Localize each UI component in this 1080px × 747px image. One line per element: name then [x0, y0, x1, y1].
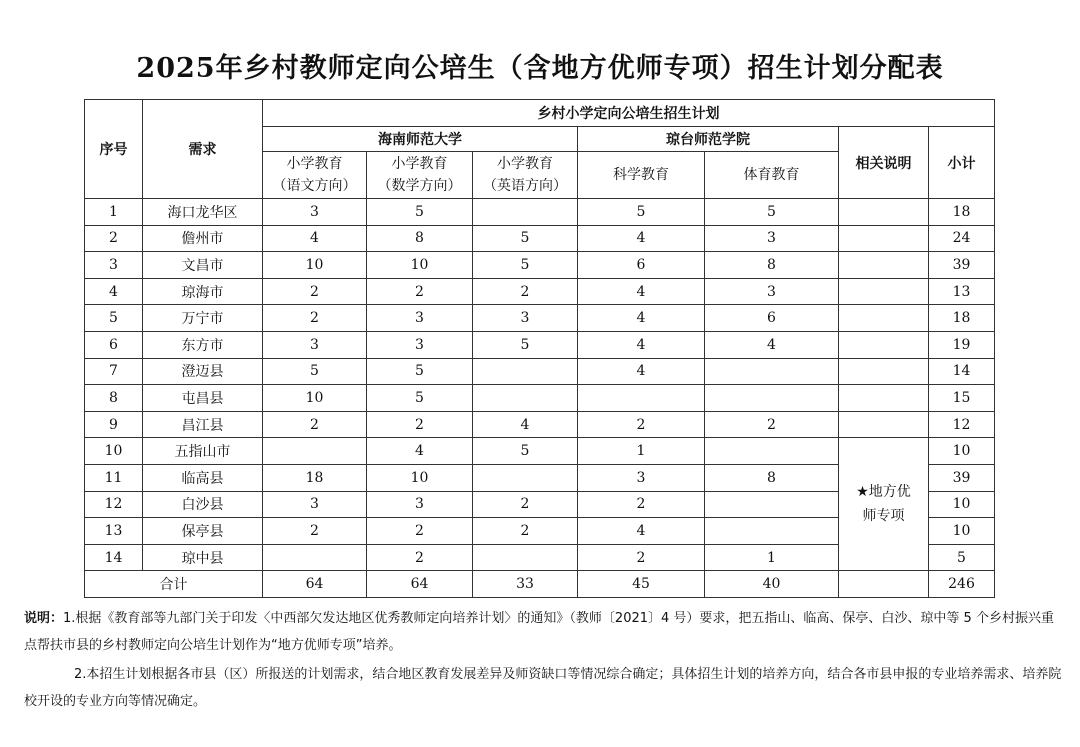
note-paragraph-1: 说明：1.根据《教育部等九部门关于印发〈中西部欠发达地区优秀教师定向培养计划〉的通知》（教师〔2021〕4 号）要求，把五指山、临高、保亭、白沙、琼中等 5 个乡村振兴重点帮扶市县的乡村教师定向公培生计划作为“地方优师专项”培养。	[24, 611, 1054, 653]
cell-value: 2	[263, 278, 367, 305]
cell-value: 4	[578, 305, 705, 332]
cell-value	[705, 438, 839, 465]
cell-value: 8	[705, 464, 839, 491]
cell-value: 4	[263, 225, 367, 252]
table-row	[85, 358, 995, 385]
cell-no: 12	[85, 491, 143, 518]
cell-value: 4	[578, 225, 705, 252]
header-primary-english: 小学教育 （英语方向）	[473, 152, 578, 199]
cell-value: 10	[263, 385, 367, 412]
cell-value: 6	[705, 305, 839, 332]
total-value: 40	[705, 571, 839, 598]
cell-subtotal: 14	[929, 358, 995, 385]
cell-value: 4	[473, 411, 578, 438]
cell-value: 4	[578, 518, 705, 545]
cell-value: 3	[367, 491, 473, 518]
cell-value: 2	[578, 544, 705, 571]
cell-value: 2	[367, 544, 473, 571]
table-row	[85, 278, 995, 305]
cell-no: 5	[85, 305, 143, 332]
cell-value: 5	[367, 199, 473, 226]
cell-value: 5	[367, 385, 473, 412]
header-pe-education: 体育教育	[705, 152, 839, 199]
cell-subtotal: 12	[929, 411, 995, 438]
cell-value	[263, 438, 367, 465]
cell-value: 3	[263, 491, 367, 518]
cell-subtotal: 10	[929, 518, 995, 545]
cell-value: 1	[578, 438, 705, 465]
cell-value: 3	[473, 305, 578, 332]
total-value: 33	[473, 571, 578, 598]
cell-subtotal: 10	[929, 438, 995, 465]
table-row	[85, 225, 995, 252]
cell-subtotal: 15	[929, 385, 995, 412]
notes-lead: 说明：	[24, 611, 64, 626]
cell-no: 11	[85, 464, 143, 491]
header-primary-chinese: 小学教育 （语文方向）	[263, 152, 367, 199]
cell-no: 6	[85, 331, 143, 358]
cell-region: 保亭县	[143, 518, 263, 545]
cell-subtotal: 18	[929, 199, 995, 226]
cell-value	[473, 385, 578, 412]
table-row	[85, 385, 995, 412]
cell-value: 8	[705, 252, 839, 279]
cell-value: 2	[473, 518, 578, 545]
cell-value	[473, 358, 578, 385]
cell-note	[839, 252, 929, 279]
cell-subtotal: 24	[929, 225, 995, 252]
total-row	[85, 571, 995, 598]
cell-subtotal: 10	[929, 491, 995, 518]
cell-value	[473, 199, 578, 226]
cell-subtotal: 13	[929, 278, 995, 305]
total-label: 合计	[85, 571, 263, 598]
cell-value: 2	[367, 411, 473, 438]
cell-value: 2	[473, 278, 578, 305]
cell-value: 10	[263, 252, 367, 279]
cell-no: 9	[85, 411, 143, 438]
cell-region: 琼海市	[143, 278, 263, 305]
cell-value: 4	[705, 331, 839, 358]
cell-special-program-note: ★地方优 师专项	[839, 438, 929, 571]
table-row	[85, 411, 995, 438]
cell-value: 1	[705, 544, 839, 571]
cell-value	[705, 518, 839, 545]
cell-note	[839, 385, 929, 412]
total-value: 45	[578, 571, 705, 598]
header-qiongtai-normal-college: 琼台师范学院	[578, 127, 839, 152]
cell-value: 5	[705, 199, 839, 226]
note-paragraph-2: 2.本招生计划根据各市县（区）所报送的计划需求，结合地区教育发展差异及师资缺口等情况综合确定；具体招生计划的培养方向，结合各市县申报的专业培养需求、培养院校开设的专业方向等情况确定。	[24, 667, 1062, 709]
cell-value	[473, 544, 578, 571]
cell-note	[839, 278, 929, 305]
cell-subtotal: 39	[929, 464, 995, 491]
cell-value: 2	[367, 278, 473, 305]
header-seq: 序号	[85, 100, 143, 199]
cell-region: 五指山市	[143, 438, 263, 465]
cell-value	[263, 544, 367, 571]
cell-value: 10	[367, 252, 473, 279]
table-row	[85, 305, 995, 332]
cell-value: 4	[578, 358, 705, 385]
cell-value: 3	[263, 199, 367, 226]
cell-value: 6	[578, 252, 705, 279]
table-row	[85, 252, 995, 279]
table-row	[85, 331, 995, 358]
cell-value	[473, 464, 578, 491]
cell-value: 2	[367, 518, 473, 545]
total-note	[839, 571, 929, 598]
cell-value: 3	[705, 225, 839, 252]
cell-value: 5	[473, 331, 578, 358]
cell-value: 5	[367, 358, 473, 385]
cell-no: 8	[85, 385, 143, 412]
cell-value	[705, 491, 839, 518]
cell-value	[705, 385, 839, 412]
table-row	[85, 199, 995, 226]
cell-no: 4	[85, 278, 143, 305]
header-plan: 乡村小学定向公培生招生计划	[263, 100, 995, 127]
cell-note	[839, 331, 929, 358]
header-subtotal: 小计	[929, 127, 995, 199]
cell-note	[839, 358, 929, 385]
cell-value: 5	[473, 252, 578, 279]
cell-region: 琼中县	[143, 544, 263, 571]
cell-value: 10	[367, 464, 473, 491]
cell-no: 10	[85, 438, 143, 465]
cell-value: 3	[367, 331, 473, 358]
cell-value: 2	[263, 411, 367, 438]
cell-value: 2	[578, 491, 705, 518]
cell-region: 澄迈县	[143, 358, 263, 385]
header-hainan-normal-university: 海南师范大学	[263, 127, 578, 152]
cell-note	[839, 225, 929, 252]
cell-no: 13	[85, 518, 143, 545]
cell-no: 2	[85, 225, 143, 252]
notes-section	[24, 605, 1064, 715]
cell-value: 4	[578, 278, 705, 305]
cell-region: 海口龙华区	[143, 199, 263, 226]
cell-note	[839, 305, 929, 332]
cell-subtotal: 39	[929, 252, 995, 279]
cell-no: 14	[85, 544, 143, 571]
page-title: 2025年乡村教师定向公培生（含地方优师专项）招生计划分配表	[136, 53, 944, 84]
cell-value: 5	[263, 358, 367, 385]
cell-value: 3	[367, 305, 473, 332]
cell-subtotal: 18	[929, 305, 995, 332]
cell-value: 2	[705, 411, 839, 438]
total-value: 64	[367, 571, 473, 598]
cell-value: 18	[263, 464, 367, 491]
total-value: 64	[263, 571, 367, 598]
cell-value: 2	[263, 305, 367, 332]
cell-subtotal: 5	[929, 544, 995, 571]
cell-value: 3	[578, 464, 705, 491]
cell-value: 8	[367, 225, 473, 252]
cell-region: 文昌市	[143, 252, 263, 279]
cell-value: 2	[473, 491, 578, 518]
cell-no: 7	[85, 358, 143, 385]
total-subtotal: 246	[929, 571, 995, 598]
cell-region: 屯昌县	[143, 385, 263, 412]
cell-region: 儋州市	[143, 225, 263, 252]
cell-region: 万宁市	[143, 305, 263, 332]
cell-value: 4	[367, 438, 473, 465]
header-need: 需求	[143, 100, 263, 199]
cell-value: 5	[578, 199, 705, 226]
header-notes: 相关说明	[839, 127, 929, 199]
enrollment-plan-table	[84, 99, 995, 598]
cell-region: 白沙县	[143, 491, 263, 518]
cell-no: 3	[85, 252, 143, 279]
cell-value	[578, 385, 705, 412]
cell-value: 2	[578, 411, 705, 438]
header-science-education: 科学教育	[578, 152, 705, 199]
cell-value: 5	[473, 225, 578, 252]
header-primary-math: 小学教育 （数学方向）	[367, 152, 473, 199]
cell-region: 东方市	[143, 331, 263, 358]
cell-value: 4	[578, 331, 705, 358]
cell-value: 3	[263, 331, 367, 358]
cell-value: 5	[473, 438, 578, 465]
cell-region: 临高县	[143, 464, 263, 491]
cell-note	[839, 411, 929, 438]
cell-no: 1	[85, 199, 143, 226]
cell-subtotal: 19	[929, 331, 995, 358]
cell-value: 2	[263, 518, 367, 545]
cell-value: 3	[705, 278, 839, 305]
cell-note	[839, 199, 929, 226]
cell-value	[705, 358, 839, 385]
table-row	[85, 438, 995, 465]
cell-region: 昌江县	[143, 411, 263, 438]
